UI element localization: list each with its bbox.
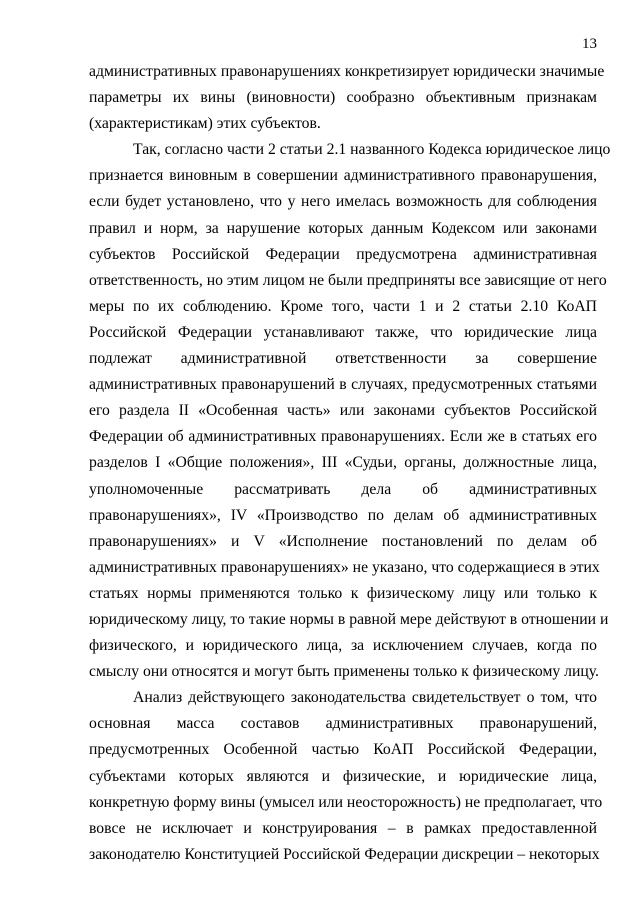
text-line: Анализ действующего законодательства свидетельствует о том, что bbox=[133, 689, 597, 707]
text-line: законодателю Конституцией Российской Федерации дискреции – некоторых bbox=[89, 845, 600, 863]
text-line: субъектами которых являются и физические, и юридические лица, bbox=[89, 767, 597, 785]
text-line: если будет установлено, что у него имелась возможность для соблюдения bbox=[89, 193, 597, 211]
text-line: административных правонарушениях» не указано, что содержащиеся в этих bbox=[89, 558, 600, 576]
text-line: статьях нормы применяются только к физическому лицу или только к bbox=[89, 584, 597, 602]
text-line: Федерации об административных правонарушениях. Если же в статьях его bbox=[89, 428, 597, 446]
text-line: правил и норм, за нарушение которых данным Кодексом или законами bbox=[89, 219, 597, 237]
text-line: вовсе не исключает и конструирования – в рамках предоставленной bbox=[89, 819, 597, 837]
text-line: параметры их вины (виновности) сообразно объективным признакам bbox=[89, 89, 597, 107]
text-line: административных правонарушений в случаях, предусмотренных статьями bbox=[89, 376, 597, 394]
text-line: юридическому лицу, то такие нормы в равной мере действуют в отношении и bbox=[89, 610, 609, 628]
text-line: административных правонарушениях конкретизирует юридически значимые bbox=[89, 63, 605, 80]
text-line: (характеристикам) этих субъектов. bbox=[89, 115, 321, 133]
text-line: конкретную форму вины (умысел или неосторожность) не предполагает, что bbox=[89, 793, 603, 811]
text-line: смыслу они относятся и могут быть применены только к физическому лицу. bbox=[89, 663, 599, 681]
text-line: физического, и юридического лица, за исключением случаев, когда по bbox=[89, 637, 597, 655]
text-line: уполномоченные рассматривать дела об административных bbox=[89, 480, 597, 498]
text-line: его раздела II «Особенная часть» или законами субъектов Российской bbox=[89, 402, 597, 420]
text-line: ответственность, но этим лицом не были предприняты все зависящие от него bbox=[89, 271, 607, 289]
text-line: Российской Федерации устанавливают также, что юридические лица bbox=[89, 323, 597, 341]
text-line: Так, согласно части 2 статьи 2.1 названного Кодекса юридическое лицо bbox=[133, 141, 611, 159]
text-line: признается виновным в совершении административного правонарушения, bbox=[89, 167, 597, 185]
text-line: предусмотренных Особенной частью КоАП Российской Федерации, bbox=[89, 741, 597, 759]
text-line: разделов I «Общие положения», III «Судьи, органы, должностные лица, bbox=[89, 454, 597, 472]
page-number: 13 bbox=[582, 36, 597, 52]
paragraph bbox=[89, 137, 611, 685]
text-line: меры по их соблюдению. Кроме того, части 1 и 2 статьи 2.10 КоАП bbox=[89, 297, 597, 315]
text-line: правонарушениях» и V «Исполнение постановлений по делам об bbox=[89, 532, 597, 550]
paragraph bbox=[89, 685, 603, 868]
text-line: основная масса составов административных правонарушений, bbox=[89, 715, 597, 733]
text-line: субъектов Российской Федерации предусмотрена административная bbox=[89, 245, 597, 263]
paragraph bbox=[89, 59, 605, 137]
document-body bbox=[89, 59, 611, 868]
text-line: правонарушениях», IV «Производство по делам об административных bbox=[89, 506, 597, 524]
text-line: подлежат административной ответственности за совершение bbox=[89, 350, 597, 368]
